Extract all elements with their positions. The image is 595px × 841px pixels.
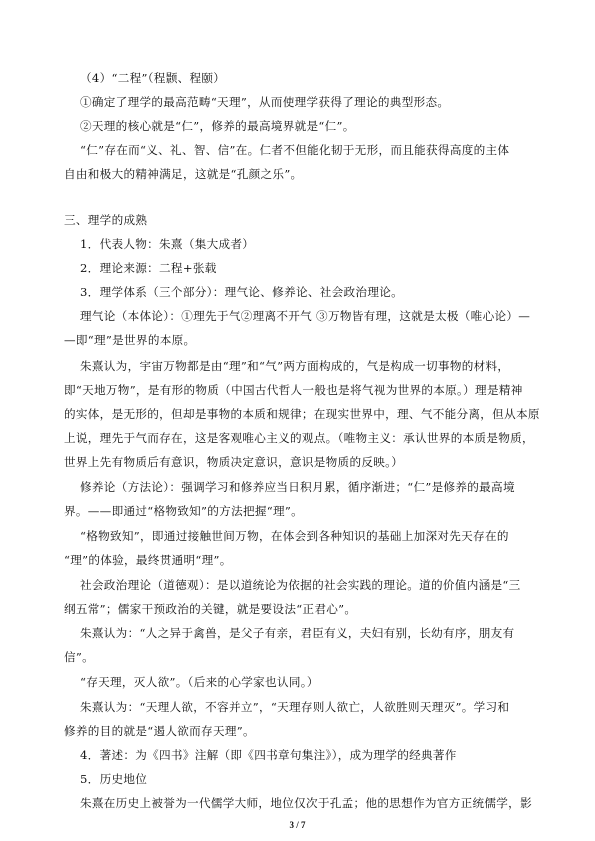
text-line: “存天理，灭人欲”。（后来的心学家也认同。） bbox=[80, 675, 319, 689]
section-heading: 三、理学的成熟 bbox=[64, 213, 148, 227]
text-line: “格物致知”，即通过接触世间万物，在体会到各种知识的基础上加深对先天存在的 bbox=[80, 529, 509, 543]
text-line: 上说，理先于气而存在，这是客观唯心主义的观点。（唯物主义：承认世界的本质是物质， bbox=[64, 431, 534, 445]
text-line: 1．代表人物：朱熹（集大成者） bbox=[80, 237, 255, 251]
text-line: 信”。 bbox=[64, 650, 95, 664]
text-line: “理”的体验，最终贯通明“理”。 bbox=[64, 553, 232, 567]
text-line: 修养的目的就是“遏人欲而存天理”。 bbox=[64, 724, 255, 738]
text-line: 朱熹认为：“天理人欲，不容并立”，“天理存则人欲亡，人欲胜则天理灭”。学习和 bbox=[80, 700, 510, 714]
text-line: ②天理的核心就是“仁”，修养的最高境界就是“仁”。 bbox=[80, 119, 355, 133]
text-line: 朱熹在历史上被誉为一代儒学大师，地位仅次于孔孟；他的思想作为官方正统儒学，影 bbox=[80, 796, 532, 810]
text-line: 即“天地万物”，是有形的物质（中国古代哲人一般也是将气视为世界的本原。）理是精神 bbox=[64, 383, 523, 397]
text-line: 界。——即通过“格物致知”的方法把握“理”。 bbox=[64, 504, 303, 518]
text-line: （4）“二程”（程颢、程颐） bbox=[80, 71, 226, 85]
text-line: 自由和极大的精神满足，这就是“孔颜之乐”。 bbox=[64, 167, 303, 181]
text-line: 2．理论来源：二程+张载 bbox=[80, 261, 217, 275]
text-line: “仁”存在而“义、礼、智、信”在。仁者不但能化韧于无形，而且能获得高度的主体 bbox=[80, 143, 510, 157]
text-line: ①确定了理学的最高范畴“天理”，从而使理学获得了理论的典型形态。 bbox=[80, 95, 450, 109]
text-line: 的实体，是无形的，但却是事物的本质和规律；在现实世界中，理、气不能分离，但从本原 bbox=[64, 407, 540, 421]
text-line: 世界上先有物质后有意识，物质决定意识，意识是物质的反映。） bbox=[64, 455, 404, 469]
text-line: 社会政治理论（道德观）：是以道统论为依据的社会实践的理论。道的价值内涵是“三 bbox=[80, 578, 521, 592]
text-line: 朱熹认为：“人之异于禽兽，是父子有亲，君臣有义，夫妇有别，长幼有序，朋友有 bbox=[80, 626, 515, 640]
page-number: 3 / 7 bbox=[289, 820, 306, 830]
text-line: 3．理学体系（三个部分）：理气论、修养论、社会政治理论。 bbox=[80, 285, 404, 299]
text-line: —即“理”是世界的本原。 bbox=[64, 333, 196, 347]
text-line: 5．历史地位 bbox=[80, 772, 148, 786]
text-line: 纲五常”；儒家干预政治的关键，就是要设法“正君心”。 bbox=[64, 602, 357, 616]
text-line: 理气论（本体论）：①理先于气②理离不开气 ③万物皆有理，这就是太极（唯心论）— bbox=[80, 309, 531, 323]
text-line: 4．著述：为《四书》注解（即《四书章句集注》），成为理学的经典著作 bbox=[80, 748, 457, 762]
text-line: 修养论（方法论）：强调学习和修养应当日积月累，循序渐进；“仁”是修养的最高境 bbox=[80, 480, 515, 494]
text-line: 朱熹认为，宇宙万物都是由“理”和“气”两方面构成的，气是构成一切事物的材料， bbox=[80, 359, 510, 373]
